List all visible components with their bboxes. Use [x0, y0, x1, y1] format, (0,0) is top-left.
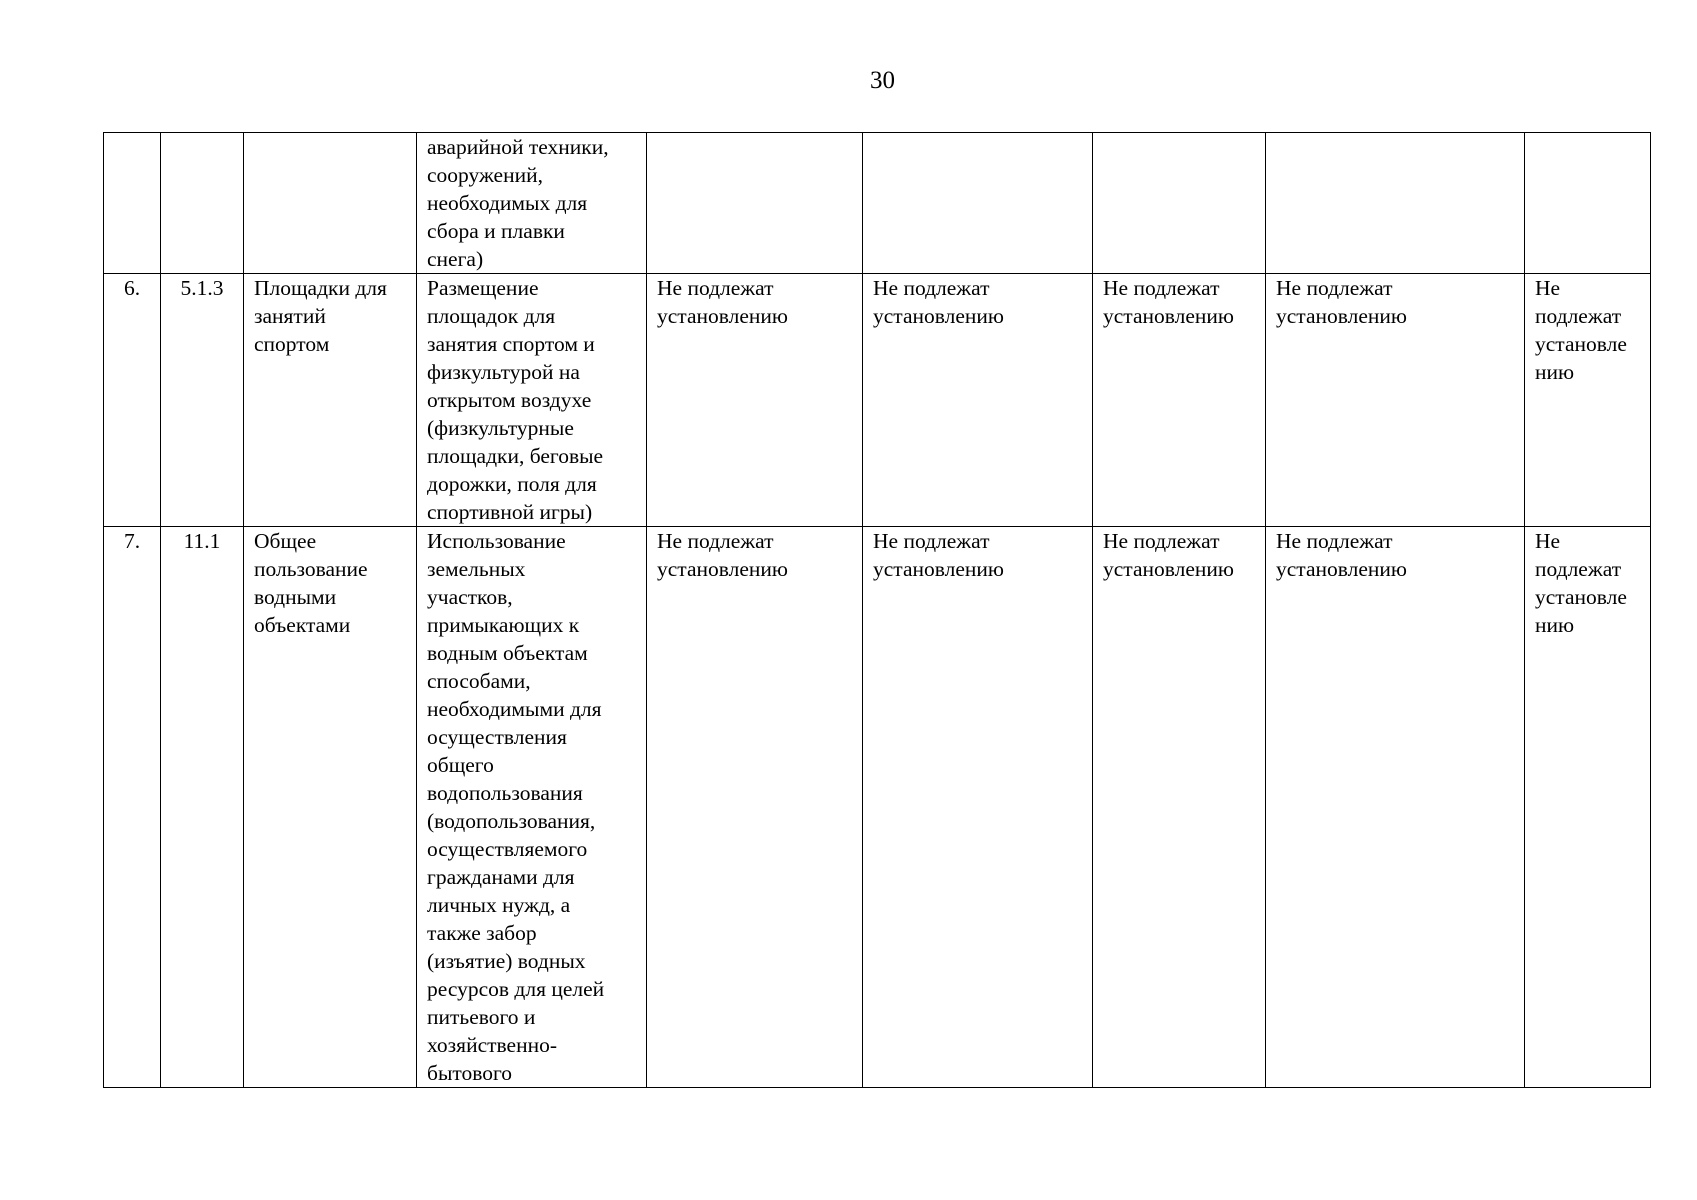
param-cell [863, 133, 1093, 274]
param-cell [1525, 527, 1651, 1088]
row-number: 6. [123, 276, 141, 300]
param-cell [647, 274, 863, 527]
table-row [104, 527, 1651, 1088]
param-value: Не подлежат установлению [1276, 529, 1407, 581]
param-cell [647, 527, 863, 1088]
table-row [104, 133, 1651, 274]
param-cell [1093, 527, 1266, 1088]
use-name: Площадки для занятий спортом [254, 276, 387, 356]
description-cell [417, 133, 647, 274]
name-cell [244, 527, 417, 1088]
description-cell [417, 527, 647, 1088]
description-cell [417, 274, 647, 527]
use-description: Использование земельных участков, примыкающих к водным объектам способами, необходимыми для осуществления общего водопользования (водопользования, осуществляемого гражданами для личных нужд, а также забор (изъятие) водных ресурсов для целей питьевого и хозяйственно- бытового [427, 529, 605, 1085]
code-cell [161, 133, 244, 274]
page-number: 30 [870, 67, 895, 94]
use-description: аварийной техники, сооружений, необходимых для сбора и плавки снега) [427, 135, 609, 271]
param-value: Не подлежат установлению [873, 529, 1004, 581]
use-name: Общее пользование водными объектами [254, 529, 368, 637]
param-value: Не подлежат установлению [873, 276, 1004, 328]
row-number-cell [104, 274, 161, 527]
param-cell [1266, 274, 1525, 527]
code-cell [161, 274, 244, 527]
use-code: 5.1.3 [180, 276, 224, 300]
param-cell [1093, 274, 1266, 527]
param-value: Не подлежат установлению [1103, 529, 1234, 581]
param-cell [1266, 527, 1525, 1088]
param-cell [647, 133, 863, 274]
table-row [104, 274, 1651, 527]
param-cell [1266, 133, 1525, 274]
param-value: Не подлежат установлению [1103, 276, 1234, 328]
code-cell [161, 527, 244, 1088]
param-cell [1525, 274, 1651, 527]
param-cell [863, 274, 1093, 527]
param-value: Не подлежат установлению [657, 276, 788, 328]
use-description: Размещение площадок для занятия спортом и физкультурой на открытом воздухе (физкультурные площадки, беговые дорожки, поля для спортивной игры) [427, 276, 604, 524]
row-number: 7. [123, 529, 141, 553]
param-value: Не подлежат установлению [657, 529, 788, 581]
name-cell [244, 133, 417, 274]
row-number-cell [104, 527, 161, 1088]
param-value: Не подлежат установле нию [1535, 529, 1627, 637]
land-use-table [103, 132, 1651, 1088]
param-cell [863, 527, 1093, 1088]
row-number-cell [104, 133, 161, 274]
param-cell [1093, 133, 1266, 274]
param-cell [1525, 133, 1651, 274]
use-code: 11.1 [183, 529, 221, 553]
param-value: Не подлежат установле нию [1535, 276, 1627, 384]
name-cell [244, 274, 417, 527]
param-value: Не подлежат установлению [1276, 276, 1407, 328]
